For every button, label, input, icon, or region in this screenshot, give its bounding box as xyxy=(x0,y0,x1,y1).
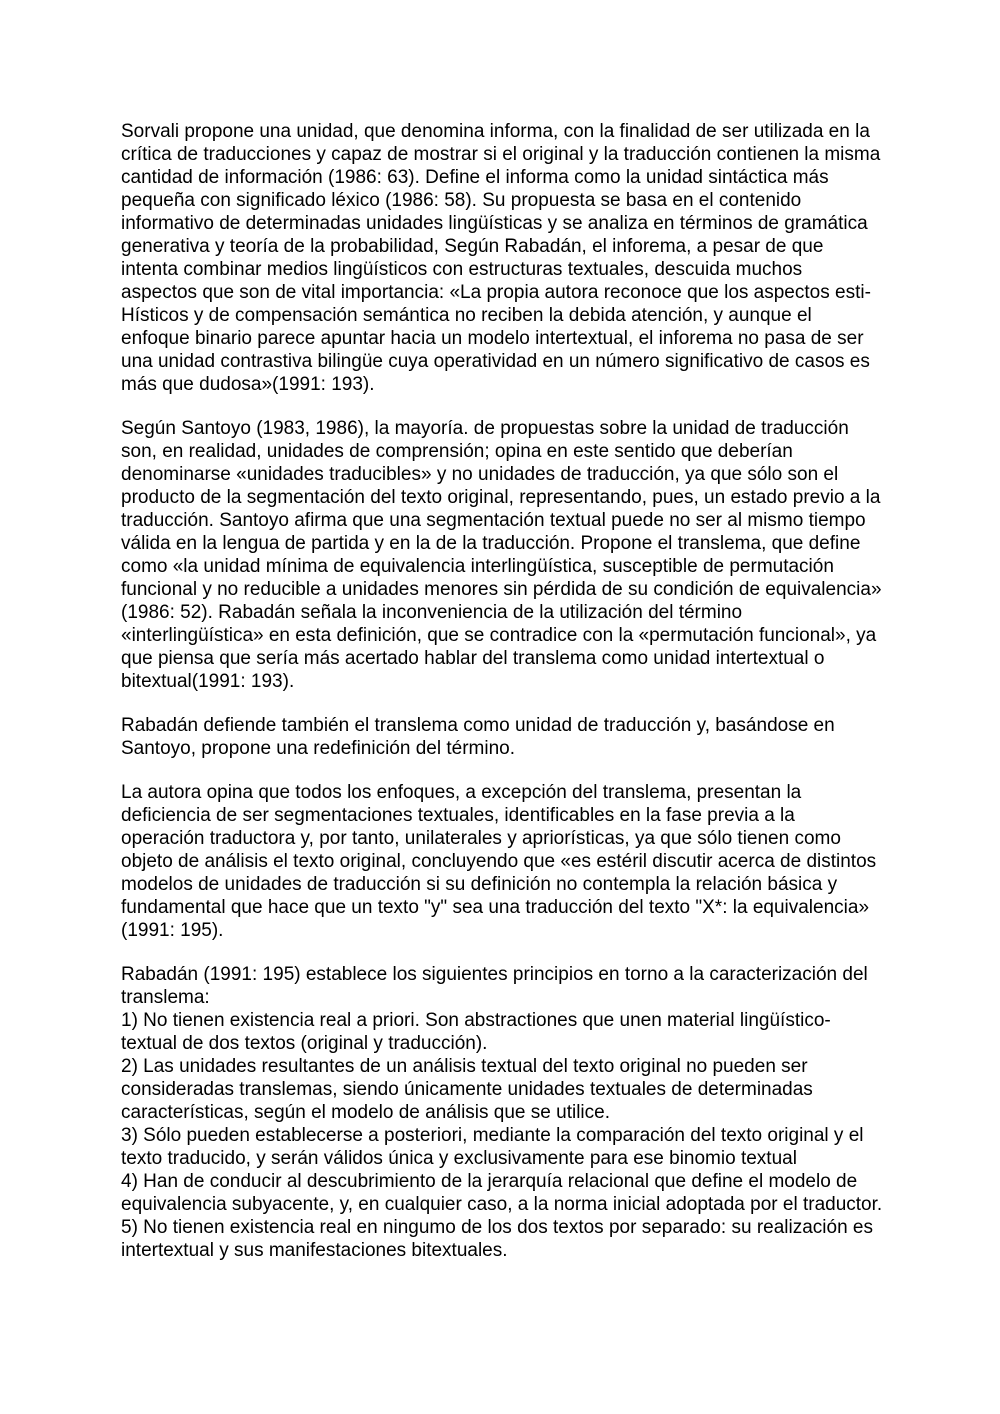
principle-item: 4) Han de conducir al descubrimiento de la jerarquía relacional que define el modelo de equivalencia subyacente, y, en cualquier caso, a la norma inicial adoptada por el traductor. xyxy=(121,1171,883,1215)
principle-item: 1) No tienen existencia real a priori. Son abstractiones que unen material lingüístico-textual de dos textos (original y traducción). xyxy=(121,1010,831,1054)
paragraph-rabadan-translema: Rabadán defiende también el translema como unidad de traducción y, basándose en Santoyo, propone una redefinición del término. xyxy=(121,715,835,759)
document-page xyxy=(121,120,883,1262)
principle-item: 3) Sólo pueden establecerse a posteriori, mediante la comparación del texto original y el texto traducido, y serán válidos única y exclusivamente para ese binomio textual xyxy=(121,1125,864,1169)
paragraph-sorvali: Sorvali propone una unidad, que denomina informa, con la finalidad de ser utilizada en la crítica de traducciones y capaz de mostrar si el original y la traducción contienen la misma cantidad de información (1986: 63). Define el informa como la unidad sintáctica más pequeña con significado léxico (1986: 58). Su propuesta se basa en el contenido informativo de determinadas unidades lingüísticas y se analiza en términos de gramática generativa y teoría de la probabilidad, Según Rabadán, el inforema, a pesar de que intenta combinar medios lingüísticos con estructuras textuales, descuida muchos aspectos que son de vital importancia: «La propia autora reconoce que los aspectos esti-Hísticos y de compensación semántica no reciben la debida atención, y aunque el enfoque binario parece apuntar hacia un modelo intertextual, el inforema no pasa de ser una unidad contrastiva bilingüe cuya operatividad en un número significativo de casos es más que dudosa»(1991: 193). xyxy=(121,121,881,395)
principle-item: 2) Las unidades resultantes de un análisis textual del texto original no pueden ser consideradas translemas, siendo únicamente unidades textuales de determinadas características, según el modelo de análisis que se utilice. xyxy=(121,1056,813,1123)
principles-list xyxy=(121,963,883,1262)
principles-intro: Rabadán (1991: 195) establece los siguientes principios en torno a la caracterización del translema: xyxy=(121,964,868,1008)
principle-item: 5) No tienen existencia real en ningumo de los dos textos por separado: su realización es intertextual y sus manifestaciones bitextuales. xyxy=(121,1217,873,1261)
paragraph-autora-opina: La autora opina que todos los enfoques, a excepción del translema, presentan la deficiencia de ser segmentaciones textuales, identificables en la fase previa a la operación traductora y, por tanto, unilaterales y apriorísticas, ya que sólo tienen como objeto de análisis el texto original, concluyendo que «es estéril discutir acerca de distintos modelos de unidades de traducción si su definición no contempla la relación básica y fundamental que hace que un texto "y" sea una traducción del texto "X*: la equivalencia» (1991: 195). xyxy=(121,782,877,941)
paragraph-santoyo: Según Santoyo (1983, 1986), la mayoría. de propuestas sobre la unidad de traducción son, en realidad, unidades de comprensión; opina en este sentido que deberían denominarse «unidades traducibles» y no unidades de traducción, ya que sólo son el producto de la segmentación del texto original, representando, pues, un estado previo a la traducción. Santoyo afirma que una segmentación textual puede no ser al mismo tiempo válida en la lengua de partida y en la de la traducción. Propone el translema, que define como «la unidad mínima de equivalencia interlingüística, susceptible de permutación funcional y no reducible a unidades menores sin pérdida de su condición de equivalencia» (1986: 52). Rabadán señala la inconveniencia de la utilización del término «interlingüística» en esta definición, que se contradice con la «permutación funcional», ya que piensa que sería más acertado hablar del translema como unidad intertextual o bitextual(1991: 193). xyxy=(121,418,882,692)
